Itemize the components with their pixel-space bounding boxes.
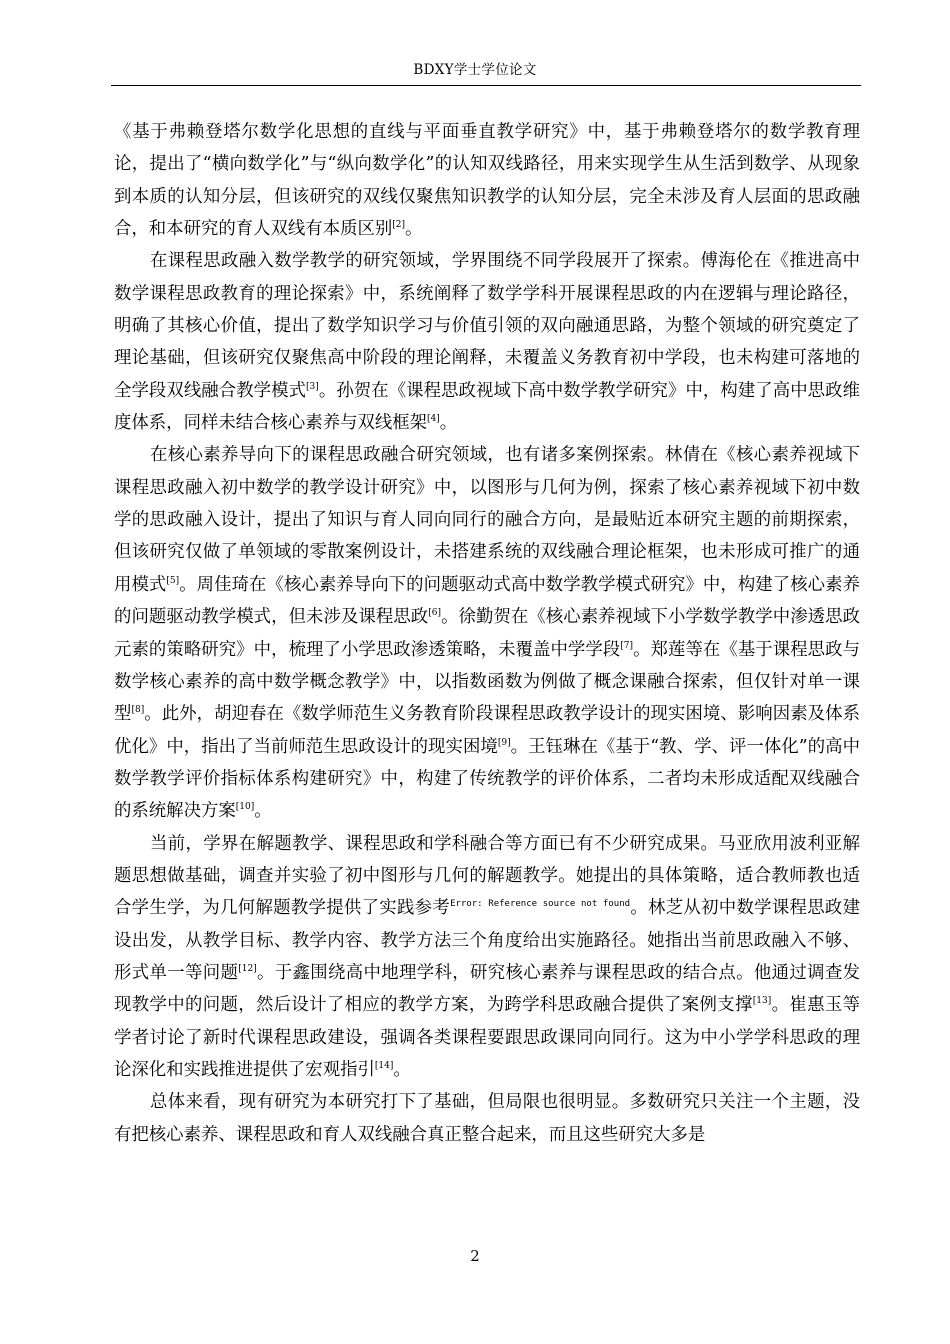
reference-error-text: Error: Reference source not found xyxy=(450,899,631,910)
paragraph-text: 。徐勤贺在《核心素养视域下小学数学教学中渗透思政元素的策略研究》中，梳理了小学思政渗透策略，未覆盖中学学段 xyxy=(114,607,860,660)
paragraph-text: 。 xyxy=(405,219,423,240)
page-number: 2 xyxy=(470,1247,480,1265)
citation-reference: [4] xyxy=(427,414,440,425)
paragraph-text: 。崔惠玉等学者讨论了新时代课程思政建设，强调各类课程要跟思政课同向同行。这为中小学学科思政的理论深化和实践推进提供了宏观指引 xyxy=(114,995,860,1080)
paragraph-text: 。 xyxy=(439,413,458,434)
body-text xyxy=(114,116,860,1151)
citation-reference: [5] xyxy=(166,576,180,587)
citation-reference: [2] xyxy=(392,220,406,231)
paragraph-text: 总体来看，现有研究为本研究打下了基础，但局限也很明显。多数研究只关注一个主题，没有把核心素养、课程思政和育人双线融合真正整合起来，而且这些研究大多是 xyxy=(114,1092,860,1145)
paragraph-text: 。于鑫围绕高中地理学科，研究核心素养与课程思政的结合点。他通过调查发现教学中的问题，然后设计了相应的教学方案，为跨学科思政融合提供了案例支撑 xyxy=(114,962,860,1016)
header-divider xyxy=(111,85,861,86)
body-paragraph xyxy=(114,1086,860,1151)
paragraph-text: 。林芝从初中数学课程思政建设出发，从教学目标、教学内容、教学方法三个角度给出实施路径。她指出当前思政融入不够、形式单一等问题 xyxy=(114,898,860,983)
citation-reference: [9] xyxy=(497,737,511,748)
body-paragraph xyxy=(114,828,860,1087)
paragraph-text: 《基于弗赖登塔尔数学化思想的直线与平面垂直教学研究》中，基于弗赖登塔尔的数学教育理论，提出了“横向数学化”与“纵向数学化”的认知双线路径，用来实现学生从生活到数学、从现象到本质的认知分层，但该研究的双线仅聚焦知识教学的认知分层，完全未涉及育人层面的思政融合，和本研究的育人双线有本质区别 xyxy=(114,122,860,240)
body-paragraph xyxy=(114,245,860,439)
paragraph-text: 当前，学界在解题教学、课程思政和学科融合等方面已有不少研究成果。马亚欣用波利亚解题思想做基础，调查并实验了初中图形与几何的解题教学。她提出的具体策略，适合教师教也适合学生学，为几何解题教学提供了实践参考 xyxy=(114,833,860,919)
citation-reference: [8] xyxy=(131,705,145,716)
citation-reference: [6] xyxy=(428,608,441,619)
paragraph-text: 在课程思政融入数学教学的研究领域，学界围绕不同学段展开了探索。傅海伦在《推进高中数学课程思政教育的理论探索》中，系统阐释了数学学科开展课程思政的内在逻辑与理论路径，明确了其核心价值，提出了数学知识学习与价值引领的双向融通思路，为整个领域的研究奠定了理论基础，但该研究仅聚焦高中阶段的理论阐释，未覆盖义务教育初中学段，也未构建可落地的全学段双线融合教学模式 xyxy=(114,251,860,401)
citation-reference: [7] xyxy=(620,640,634,651)
citation-reference: [14] xyxy=(374,1061,394,1072)
citation-reference: [12] xyxy=(238,964,257,975)
citation-reference: [3] xyxy=(306,381,319,392)
paragraph-text: 。周佳琦在《核心素养导向下的问题驱动式高中数学教学模式研究》中，构建了核心素养的问题驱动教学模式，但未涉及课程思政 xyxy=(114,574,860,628)
body-paragraph xyxy=(114,116,860,245)
paragraph-text: 。 xyxy=(254,801,272,822)
paragraph-text: 。此外，胡迎春在《数学师范生义务教育阶段课程思政教学设计的现实困境、影响因素及体系优化》中，指出了当前师范生思政设计的现实困境 xyxy=(114,704,860,757)
paragraph-text: 。 xyxy=(393,1059,411,1080)
running-header-title: BDXY学士学位论文 xyxy=(413,62,537,78)
paragraph-text: 在核心素养导向下的课程思政融合研究领域，也有诸多案例探索。林倩在《核心素养视域下课程思政融入初中数学的教学设计研究》中，以图形与几何为例，探索了核心素养视域下初中数学的思政融入设计，提出了知识与育人同向同行的融合方向，是最贴近本研究主题的前期探索，但该研究仅做了单领域的零散案例设计，未搭建系统的双线融合理论框架，也未形成可推广的通用模式 xyxy=(114,445,860,595)
paragraph-text: 。郑莲等在《基于课程思政与数学核心素养的高中数学概念教学》中，以指数函数为例做了概念课融合探索，但仅针对单一课型 xyxy=(114,639,860,725)
citation-reference: [10] xyxy=(235,802,255,813)
paragraph-text: 。孙贺在《课程思政视域下高中数学教学研究》中，构建了高中思政维度体系，同样未结合核心素养与双线框架 xyxy=(114,380,860,434)
body-paragraph xyxy=(114,439,860,827)
citation-reference: [13] xyxy=(752,996,772,1007)
paragraph-text: 。王钰琳在《基于“教、学、评一体化”的高中数学教学评价指标体系构建研究》中，构建了传统教学的评价体系，二者均未形成适配双线融合的系统解决方案 xyxy=(114,736,860,822)
